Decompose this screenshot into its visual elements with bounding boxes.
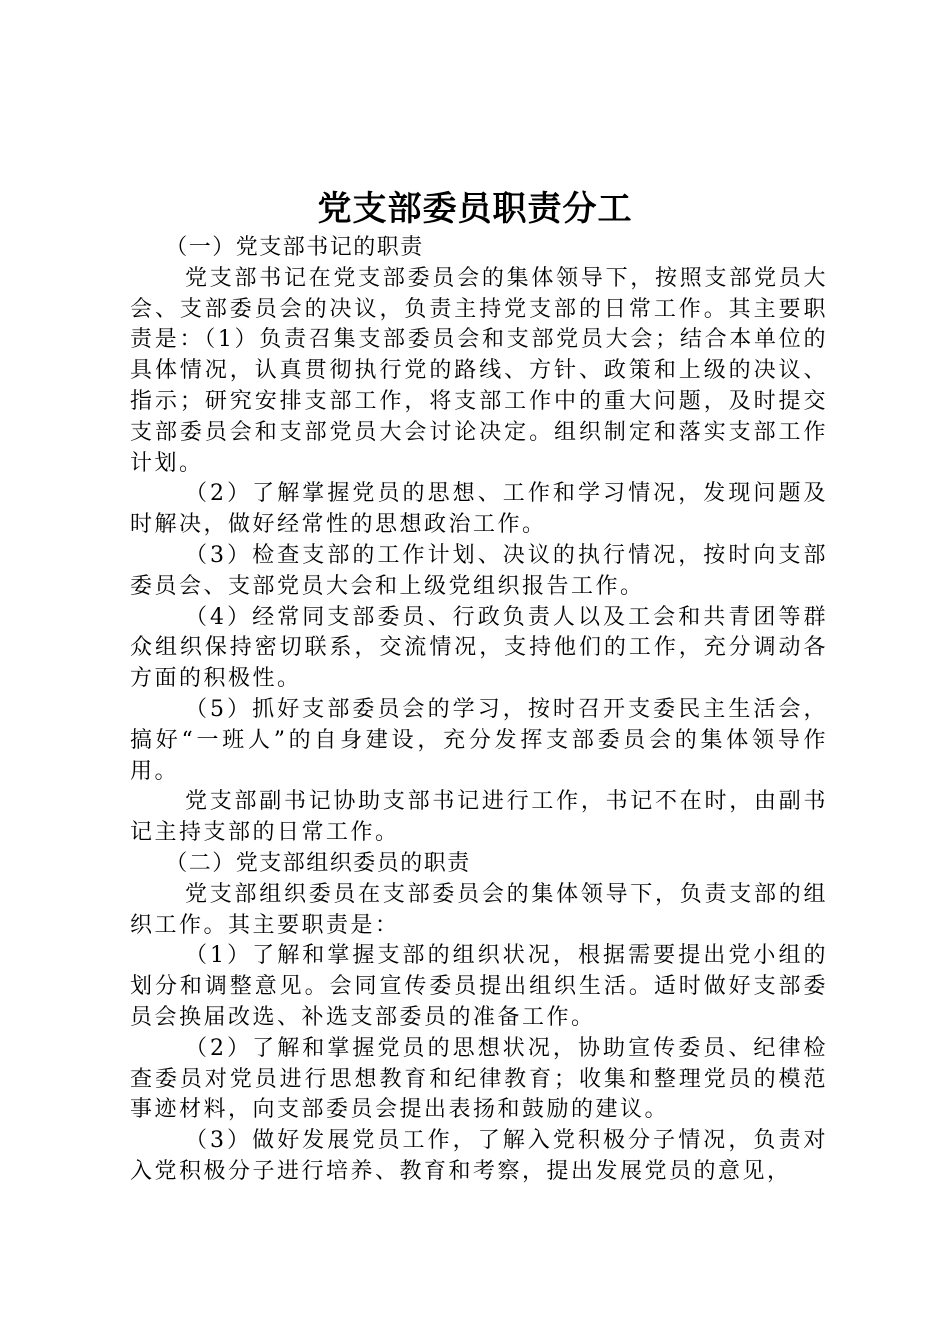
paragraph-organization-item-2: （2）了解和掌握党员的思想状况，协助宣传委员、纪律检查委员对党员进行思想教育和纪律教育；收集和整理党员的模范事迹材料，向支部委员会提出表扬和鼓励的建议。 [130, 1035, 828, 1123]
paragraph-organization-item-3: （3）做好发展党员工作，了解入党积极分子情况，负责对入党积极分子进行培养、教育和考察，提出发展党员的意见， [130, 1128, 828, 1184]
paragraph-secretary-item-4: （4）经常同支部委员、行政负责人以及工会和共青团等群众组织保持密切联系，交流情况，支持他们的工作，充分调动各方面的积极性。 [130, 604, 828, 692]
section-heading-organization: （二）党支部组织委员的职责 [165, 850, 471, 876]
paragraph-organization-duties: 党支部组织委员在支部委员会的集体领导下，负责支部的组织工作。其主要职责是： [130, 881, 828, 938]
paragraph-deputy-secretary: 党支部副书记协助支部书记进行工作，书记不在时，由副书记主持支部的日常工作。 [130, 789, 828, 846]
section-heading-secretary: （一）党支部书记的职责 [165, 235, 424, 260]
paragraph-organization-item-1: （1）了解和掌握支部的组织状况，根据需要提出党小组的划分和调整意见。会同宣传委员提出组织生活。适时做好支部委员会换届改选、补选支部委员的准备工作。 [130, 943, 828, 1030]
document-title: 党支部委员职责分工 [317, 189, 633, 229]
paragraph-secretary-duties: 党支部书记在党支部委员会的集体领导下，按照支部党员大会、支部委员会的决议，负责主持党支部的日常工作。其主要职责是：（1）负责召集支部委员会和支部党员大会；结合本单位的具体情况，认真贯彻执行党的路线、方针、政策和上级的决议、指示；研究安排支部工作，将支部工作中的重大问题，及时提交支部委员会和支部党员大会讨论决定。组织制定和落实支部工作计划。 [130, 265, 828, 476]
paragraph-secretary-item-2: （2）了解掌握党员的思想、工作和学习情况，发现问题及时解决，做好经常性的思想政治工作。 [130, 481, 828, 538]
paragraph-secretary-item-3: （3）检查支部的工作计划、决议的执行情况，按时向支部委员会、支部党员大会和上级党组织报告工作。 [130, 542, 828, 599]
paragraph-secretary-item-5: （5）抓好支部委员会的学习，按时召开支委民主生活会，搞好“一班人”的自身建设，充分发挥支部委员会的集体领导作用。 [130, 696, 828, 784]
document-body [130, 233, 828, 1188]
